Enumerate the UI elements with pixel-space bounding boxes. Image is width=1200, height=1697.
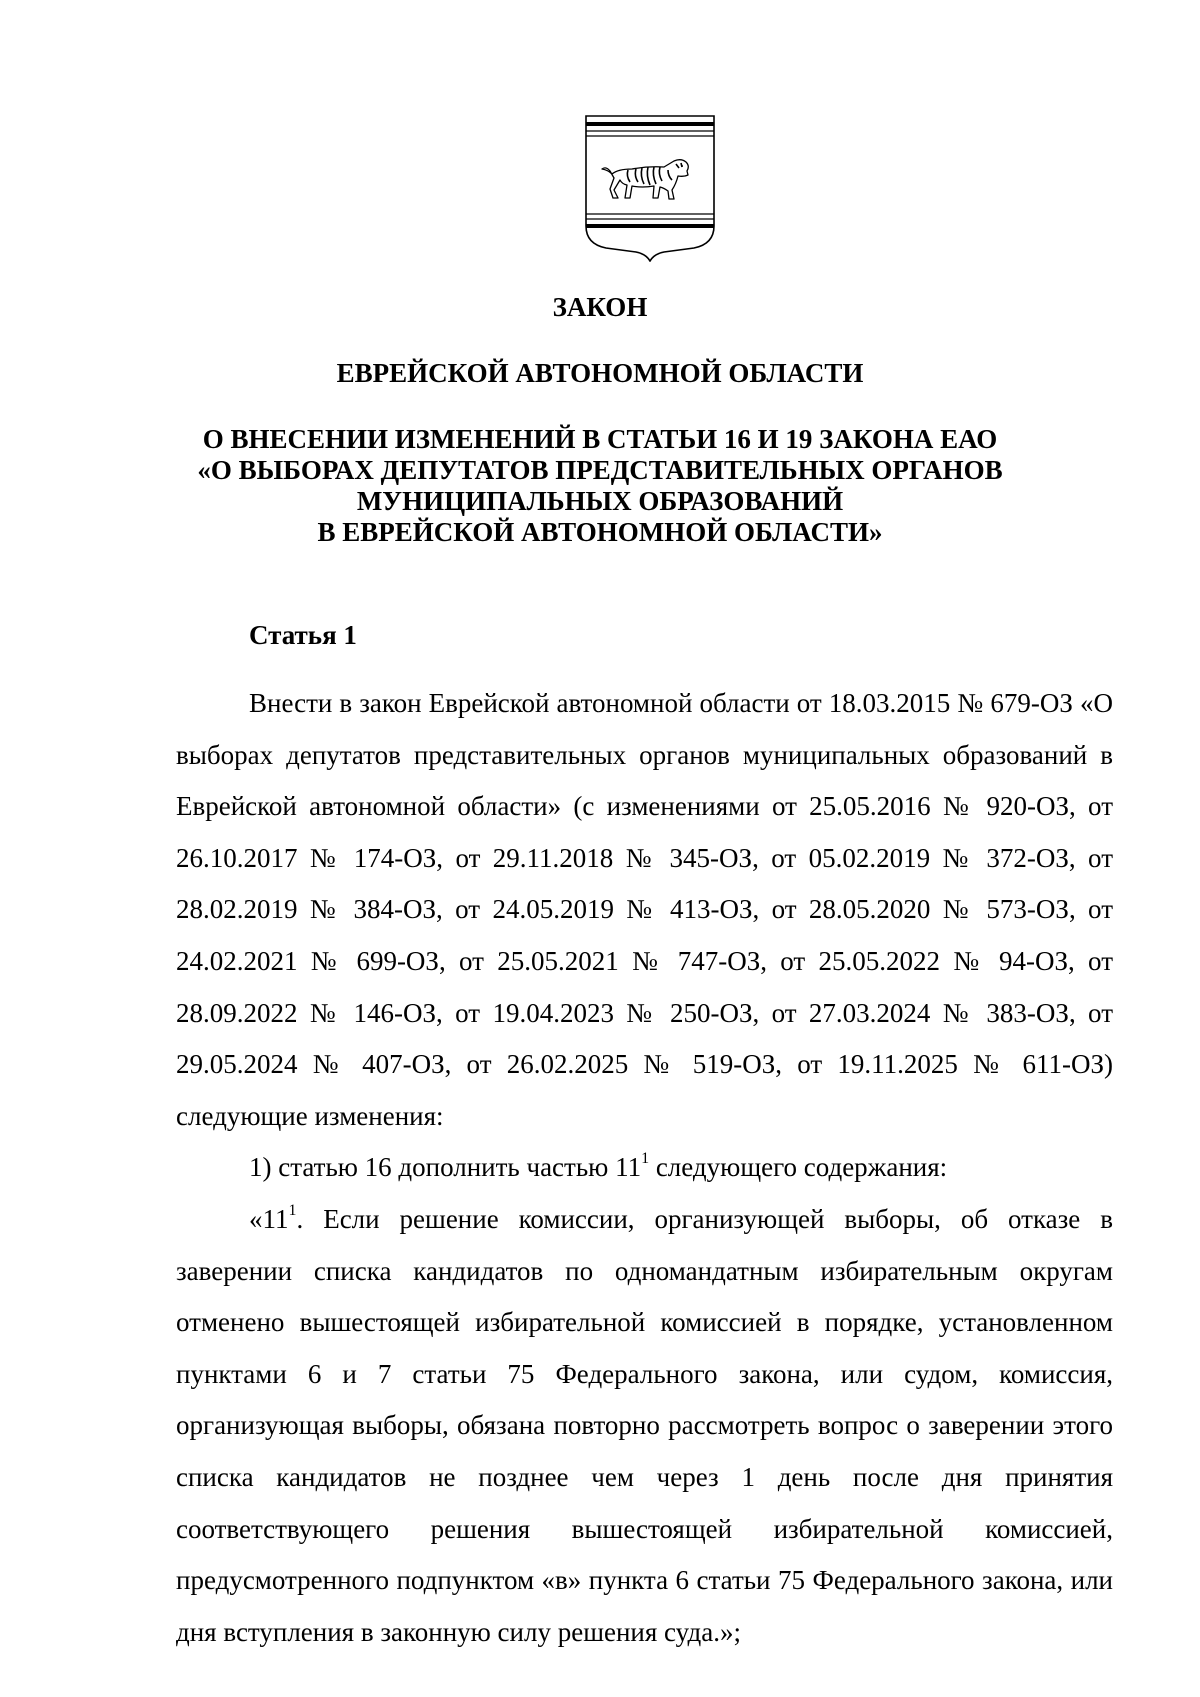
quote-number: «11 [249,1203,289,1234]
item-1-text: 1) статью 16 дополнить частью 11 [249,1152,642,1183]
law-title-line: «О ВЫБОРАХ ДЕПУТАТОВ ПРЕДСТАВИТЕЛЬНЫХ ОРГАНОВ [197,455,1003,485]
law-title-line: МУНИЦИПАЛЬНЫХ ОБРАЗОВАНИЙ [356,486,844,516]
law-title [0,424,1200,548]
quoted-part-11-1 [176,1194,1113,1658]
item-1-text-end: следующего содержания: [649,1152,948,1183]
coat-of-arms-emblem [584,114,716,262]
law-title-line: О ВНЕСЕНИИ ИЗМЕНЕНИЙ В СТАТЬИ 16 И 19 ЗАКОНА ЕАО [202,424,998,454]
article-title: Статья 1 [249,620,357,650]
item-1-superscript: 1 [641,1150,650,1168]
shield-outline [586,116,714,261]
region-name: ЕВРЕЙСКОЙ АВТОНОМНОЙ ОБЛАСТИ [336,358,864,388]
article-intro-paragraph: Внести в закон Еврейской автономной области от 18.03.2015 № 679-ОЗ «О выборах депутатов представительных органов муниципальных образований в Еврейской автономной области» (с изменениями от 25.05.2016 № 920-ОЗ, от 26.10.2017 № 174-ОЗ, от 29.11.2018 № 345-ОЗ, от 05.02.2019 № 372-ОЗ, от 28.02.2019 № 384-ОЗ, от 24.05.2019 № 413-ОЗ, от 28.05.2020 № 573-ОЗ, от 24.02.2021 № 699-ОЗ, от 25.05.2021 № 747-ОЗ, от 25.05.2022 № 94-ОЗ, от 28.09.2022 № 146-ОЗ, от 19.04.2023 № 250-ОЗ, от 27.03.2024 № 383-ОЗ, от 29.05.2024 № 407-ОЗ, от 26.02.2025 № 519-ОЗ, от 19.11.2025 № 611-ОЗ) следующие изменения: [176,688,1113,1131]
quote-superscript: 1 [288,1201,297,1219]
amendment-item-1 [176,1142,1113,1194]
article-body [176,678,1113,1658]
law-title-line: В ЕВРЕЙСКОЙ АВТОНОМНОЙ ОБЛАСТИ» [317,517,883,547]
quote-text: . Если решение комиссии, организующей выборы, об отказе в заверении списка кандидатов по одномандатным избирательным округам отменено вышестоящей избирательной комиссией в порядке, установленном пунктами 6 и 7 статьи 75 Федерального закона, или судом, комиссия, организующая выборы, обязана повторно рассмотреть вопрос о заверении этого списка кандидатов не позднее чем через 1 день после дня принятия соответствующего решения вышестоящей избирательной комиссией, предусмотренного подпунктом «в» пункта 6 статьи 75 Федерального закона, или дня вступления в законную силу решения суда.»; [176,1203,1113,1647]
law-label: ЗАКОН [552,292,648,322]
